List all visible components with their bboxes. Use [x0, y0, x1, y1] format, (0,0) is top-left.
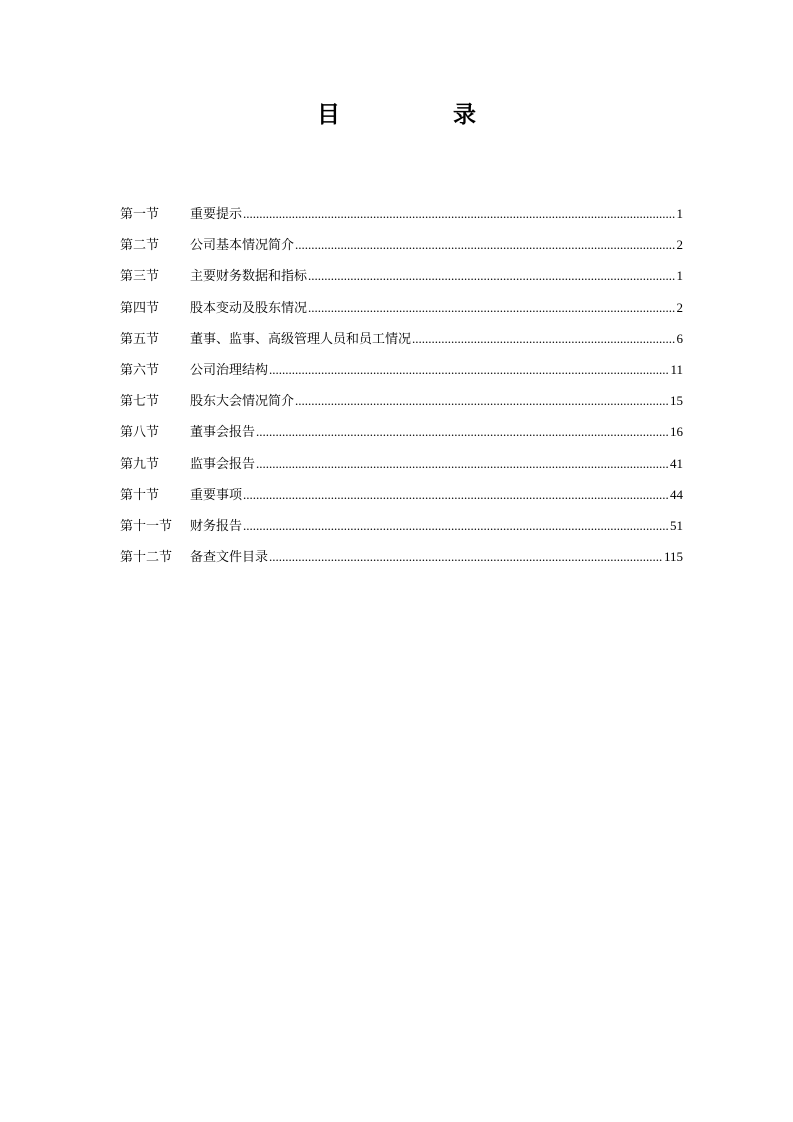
toc-section-number: 第七节 — [120, 394, 160, 410]
toc-page-number: 44 — [670, 486, 683, 502]
toc-dot-leader — [295, 390, 669, 413]
toc-section-title: 公司基本情况简介 — [190, 238, 295, 254]
toc-entry[interactable] — [120, 328, 683, 359]
toc-entry[interactable] — [120, 515, 683, 546]
toc-section-number: 第九节 — [120, 456, 160, 472]
toc-dot-leader — [308, 265, 675, 288]
toc-page-number: 1 — [676, 268, 683, 284]
toc-dot-leader — [269, 546, 663, 569]
toc-page-number: 41 — [670, 455, 683, 471]
table-of-contents — [120, 203, 683, 577]
toc-section-number: 第十节 — [120, 487, 160, 503]
toc-section-title: 备查文件目录 — [190, 550, 269, 566]
toc-section-number: 第八节 — [120, 425, 160, 441]
toc-section-number: 第四节 — [120, 300, 160, 316]
toc-entry[interactable] — [120, 546, 683, 577]
toc-section-title: 重要事项 — [190, 487, 243, 503]
toc-dot-leader — [243, 484, 669, 507]
toc-section-title: 主要财务数据和指标 — [190, 269, 308, 285]
toc-page-number: 2 — [676, 237, 683, 253]
toc-page-number: 115 — [663, 549, 683, 565]
toc-section-title: 财务报告 — [190, 518, 243, 534]
toc-entry[interactable] — [120, 297, 683, 328]
toc-dot-leader — [269, 359, 669, 382]
toc-section-number: 第十一节 — [120, 518, 173, 534]
toc-section-title: 公司治理结构 — [190, 362, 269, 378]
toc-section-title: 股东大会情况简介 — [190, 394, 295, 410]
toc-entry[interactable] — [120, 390, 683, 421]
toc-entry[interactable] — [120, 421, 683, 452]
toc-page-number: 1 — [676, 206, 683, 221]
toc-section-title: 监事会报告 — [190, 456, 256, 472]
toc-page-number: 2 — [676, 299, 683, 315]
toc-page-number: 11 — [670, 361, 683, 377]
toc-dot-leader — [256, 453, 669, 476]
toc-dot-leader — [308, 297, 675, 320]
toc-entry[interactable] — [120, 265, 683, 296]
toc-dot-leader — [412, 328, 675, 351]
toc-section-title: 重要提示 — [190, 207, 243, 222]
toc-section-number: 第五节 — [120, 331, 160, 347]
toc-dot-leader — [243, 203, 675, 226]
toc-section-number: 第六节 — [120, 362, 160, 378]
toc-entry[interactable] — [120, 359, 683, 390]
toc-entry[interactable] — [120, 203, 683, 234]
toc-page-number: 51 — [670, 517, 683, 533]
toc-section-number: 第三节 — [120, 269, 160, 285]
toc-section-number: 第二节 — [120, 238, 160, 254]
toc-section-title: 董事会报告 — [190, 425, 256, 441]
toc-section-number: 第一节 — [120, 207, 160, 222]
toc-page-number: 16 — [670, 424, 683, 440]
toc-section-number: 第十二节 — [120, 550, 173, 566]
toc-section-title: 股本变动及股东情况 — [190, 300, 308, 316]
toc-entry[interactable] — [120, 484, 683, 515]
toc-entry[interactable] — [120, 453, 683, 484]
toc-dot-leader — [256, 421, 669, 444]
toc-dot-leader — [243, 515, 669, 538]
toc-page-number: 6 — [676, 330, 683, 346]
toc-dot-leader — [295, 234, 675, 257]
toc-section-title: 董事、监事、高级管理人员和员工情况 — [190, 331, 412, 347]
toc-entry[interactable] — [120, 234, 683, 265]
page-title: 目 录 — [317, 102, 521, 128]
toc-page-number: 15 — [670, 393, 683, 409]
